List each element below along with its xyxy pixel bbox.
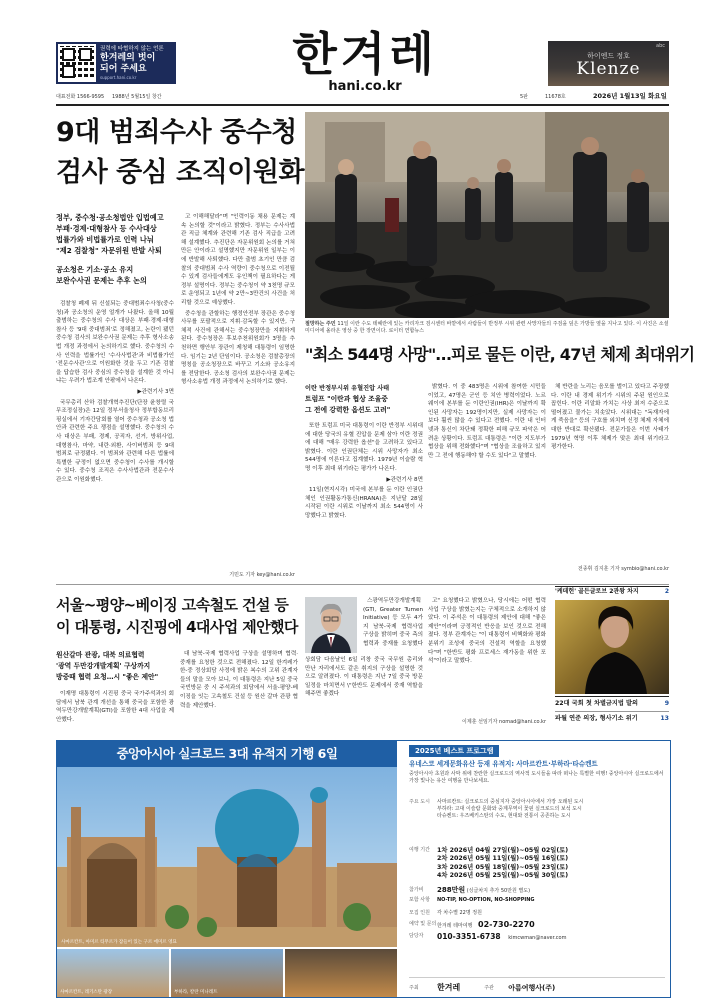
silk-contact: 한겨레 테마여행 [437,923,473,930]
lead-sub-3: 법률가와 비법률가로 인력 나눠 [56,235,154,244]
promo-line1: 권력에 타협하지 않는 언론 [100,46,164,52]
silk-main-2: 부하라: 고대 이슬람 문화와 중계무역이 꽃핀 실크로드의 보석 도시 [437,806,582,813]
lead-col1-ref[interactable]: ▶관련기사 3면 [137,388,174,395]
lead-sub-2: 부패·경제·대형참사 등 수사대상 [56,224,157,233]
silk-cap-3: 부하라, 칼란 미나레트 [174,990,218,995]
side-item-3[interactable] [555,711,669,726]
silk-price-row [409,887,665,895]
silk-org-row [409,910,665,917]
lead-col1-text: 검찰청 폐제 뒤 신설되는 중대범죄수사청(중수청)과 공소청의 운영 얼개가 나왔다. 올해 10월 출범하는 중수청의 수사 대상은 부패·경제·대형참사 등 '9대 중대범죄'로 정해졌고, 논란이 됐던 중수청 검사의 보완수사권 문제는 추후 형사소송법 개정 과정에서 논의하기로 했다. 중수청의 수사 인력을 법률가인 '수사사법관'과 비법률가인 '전문수사관'으로 이원화한 것을 두고 기존 검찰을 답습한 검사 중심의 중수청을 설계한 것 아니냐는 우려가 법조계 안팎에서 나온다. [56,301,174,385]
iran-col1-text: 또한 트럼프 미국 대통령이 이란 반정부 시위대에 대한 당국의 유혈 진압을 문제 삼아 이란 정권에 대해 "매우 강력한 옵션"을 고려하고 있다고 밝혔다. 이란 인권단체는 시위 사망자가 최소 544명에 이른다고 집계했다. 1979년 이슬람 혁명 이후 최대 위기라는 평가가 나온다. [305,423,423,472]
iran-column-2 [428,383,546,573]
rail-column-4 [428,597,546,715]
lead-column-2 [181,213,295,570]
edition: 5판 [520,94,529,100]
ad-brand: Klenze [576,59,641,79]
masthead-logo [270,28,460,94]
silk-phone-2[interactable]: 010-3351-6738 [437,932,501,942]
photo1-caption-text: 11일 이란 수도 테헤란에 있는 카리자크 검시센터 바깥에서 사람들이 반정부 시위 관련 사망자들의 주검을 덮은 가방들 옆을 지나고 있다. 이 사진은 소셜미디어에 올라온 영상 중 한 장면이다. [305,321,669,334]
rail-sub-2: '광역 두만강개발계획' 구상까지 [56,662,151,670]
photo1-caption [305,321,669,335]
newspaper-logo: 한겨레 [292,27,438,81]
silk-footer [409,977,665,993]
side-page-1: 2 [664,588,669,595]
iran-byline: 전종휘 김지훈 기자 symbio@hani.co.kr [577,566,669,572]
rep-phone: 대표전화 1566-9595 [56,94,105,100]
masthead-rule [56,104,669,106]
rail-column-3 [363,597,423,649]
promo-line2: 한겨레의 벗이 [100,53,156,63]
ad-tag: abc [656,43,665,49]
silk-date-4: 4차 2026년 05월 25일(월)~05월 30일(토) [437,872,569,880]
rail-col3-text: 스광역두만강개발계획(GTI, Greater Tumen Initiative) 등 모두 4가지 남북-국제 협력사업 구상을 밝히며 중국 측의 협력과 중재를 요청했다 [363,598,423,647]
side-title-3: 파월 연준 의장, 형사기소 위기 [555,715,638,722]
iran-column-1 [305,422,423,574]
president-photo[interactable] [305,597,357,653]
photo1-credit: 로이터 연합뉴스 [388,328,424,334]
side-item-2[interactable] [555,696,669,711]
lead-sub-5: 공소청은 기소·공소 유지 [56,265,134,274]
silk-label-dates: 여행 기간 [409,846,430,853]
silk-label-price: 참가비 [409,886,424,893]
ad-badge: 하이엔드 정호 [587,52,630,60]
photo1-caption-label: 절망하는 주민 [305,321,336,327]
silk-label-main: 주요 도시 [409,799,430,805]
silk-phone-row [409,933,665,942]
silk-road-ad[interactable] [56,740,671,998]
iran-subheads [305,383,423,416]
rail-headline-2: 이 대통령, 시진핑에 4대사업 제안했다 [56,618,298,636]
silk-photo-3 [171,949,283,997]
rail-col1-text: 이재명 대통령이 시진핑 중국 국가주석과의 회담에서 남북 관계 개선을 통해 중국을 포함한 광역두만강개발계획(GTI)을 포함한 4대 사업을 제안했다. [56,691,174,723]
rail-sub-1: 원산갈마 관광, 대북 의료협력 [56,651,145,659]
iran-photo-scene [305,112,669,318]
silk-main-row [409,799,665,821]
lead-col1b-text: 국무총리 산하 검찰개혁추진단(단장 윤창렬 국무조정실장)은 12일 정부서울청사 정부합동브리핑실에서 기자간담회를 열어 중수청과 공소청 법안과 관련한 주요 쟁점을 설명했다. 중수청의 수사 대상은 부패, 경제, 공직자, 선거, 방위사업, 대형참사, 마약, 내란·외환, 사이버범죄 등 9대 범죄로 규정됐다. 이 범죄와 관련해 다른 법률에 특별한 규정이 없으면 중수청이 수사를 개시할 수 있다. 중수청 조직은 수사사법관과 전문수사관으로 이원화했다. [56,399,174,483]
promo-box[interactable] [56,42,176,84]
iran-column-3 [551,383,669,561]
silk-main-3: 타슈켄트: 우즈베키스탄의 수도, 현대와 전통이 공존하는 도시 [437,813,571,820]
iran-sub-1: 이란 반정부시위 유혈진압 사태 [305,385,390,392]
issue-number: 11678호 [545,94,566,100]
iran-col3-text: 체 반란을 노리는 음모를 벌이고 있다고 주장했다. 이란 내 경제 위기가 시위의 주된 원인으로 꼽힌다. 이란 리알화 가치는 사상 최저 수준으로 떨어졌고 물가는 치솟았다. 시위대는 "독재자에게 죽음을" 등의 구호를 외치며 신정 체제 자체에 대한 반대로 확산됐다. 전문가들은 이번 사태가 1979년 혁명 이후 체제가 맞은 최대 위기라고 평가한다. [551,384,669,451]
president-photo-figure [305,597,357,653]
silk-title: 중앙아시아 실크로드 3대 유적지 기행 6일 [116,746,338,761]
iran-col1b-text: 11일(현지시각) 미국에 본부를 둔 이란 인권단체인 인권활동가통신(HRANA)은 지난달 28일 시작된 이란 시위로 이날까지 최소 544명이 사망했다고 밝혔다. [305,487,423,519]
qr-code-icon [60,46,94,80]
silk-tag: 2025년 베스트 프로그램 [409,745,499,757]
site-url[interactable]: hani.co.kr [328,79,402,94]
silk-label-phone: 담당자 [409,933,424,940]
rail-col3b-text: 상회담 다음날인 6일 리창 중국 국무원 총리와 만난 자리에서도 같은 취지의 구상을 설명한 것으로 알려졌다. 이 대통령은 지난 7일 중국 방문 일정을 마치면서 \"한반도 문제에서 중재 역할을 해주면 좋겠다 [305,657,423,698]
side-photo-1 [555,600,669,694]
section-divider [56,584,669,585]
iran-col2-text: 밝혔다. 이 중 483명은 시위에 참여한 시민들이었고, 47명은 군인 등 치안 병력이었다. 노르웨이에 본부를 둔 이란인권(IHR)은 이날까지 확인된 사망자는 192명이지만, 실제 사망자는 이보다 훨씬 많을 수 있다고 전했다. 이란 내 인터넷과 통신이 차단돼 정확한 피해 규모 파악은 어려운 상황이다. 트럼프 대통령은 "이란 지도부가 협상을 위해 전화했다"며 "협상을 조율하고 있지만 그 전에 행동해야 할 수도 있다"고 말했다. [428,384,546,459]
silk-price-note: (싱글차지 추가 50만원 별도) [466,887,531,894]
silk-email[interactable]: kimcwman@naver.com [508,935,567,942]
rail-subheads [56,650,174,683]
lead-headline-2: 검사 중심 조직이원화 [56,157,305,188]
silk-label-host: 주최 [409,985,419,991]
singer-figure [555,600,669,694]
silk-contact-row [409,921,665,930]
silk-desc: 중앙아시아 초원과 사막 위에 찬란한 실크로드의 역사적 도시들을 따라 떠나는 특별한 여행! 중앙아시아 실크로드에서 가장 빛나는 유산 여행을 만나보세요. [409,771,664,785]
silk-main-1: 사마르칸트: 실크로드의 중심지자 중앙아시아에서 가장 오래된 도시 [437,799,584,805]
side-page-3: 13 [660,715,669,722]
rail-column-2 [180,650,298,728]
iran-sub-3: 그 전에 강력한 옵션도 고려" [305,406,391,414]
rail-col2-text: 대 남북-국제 협력사업 구상을 설명하며 협력·중재를 요청한 것으로 전해졌다. 12일 한겨레가 한-중 정상회담 사정에 밝은 복수의 고위 관계자들의 말을 모아 보니, 이 대통령은 지난 5일 중국 국빈방문 중 시 주석과의 회담에서 서울-평양-베이징을 잇는 고속철도 건설 등 원산 갈마 관광 협력을 제안했다. [180,651,298,709]
silk-subtitle: 유네스코 세계문화유산 등재 유적지: 사마르칸트·부하라·타슈켄트 [409,760,598,768]
side-page-2: 9 [664,700,669,707]
lead-column-1 [56,300,174,582]
iran-headline: "최소 544명 사망"…피로 물든 이란, 47년 체제 최대위기 [305,345,695,364]
lead-sub-6: 보완수사권 문제는 추후 논의 [56,276,147,285]
rail-column-1 [56,690,174,726]
silk-photo-main [57,767,397,947]
silk-price: 288만원 [437,885,466,894]
iran-sub-2: 트럼프 "이란과 협상 조율중 [305,395,388,403]
silk-label-org: 모집 인원 [409,910,430,917]
iran-col1-ref[interactable]: ▶관련기사 8면 [386,476,423,483]
rail-col4-text: 고" 요청했다고 밝혔으나, 당시에는 어떤 협력사업 구상을 밝혔는지는 구체적으로 소개하지 않았다. 이 주석은 이 대통령의 제안에 대해 "좋은 제안"이라며 긍정적인 반응을 보인 것으로 전해졌다. 정부 관계자는 "이 대통령이 비핵화와 평화 분위기 조성에 중국의 건설적 역할을 요청했다"며 "한반도 평화 프로세스 재가동을 위한 포석"이라고 말했다. [428,598,546,665]
silk-incl-row [409,897,665,904]
silk-host: 한겨레 [437,983,461,992]
silk-org: 각 차수별 22명 정원 [437,910,482,917]
silk-cap-2: 사마르칸트, 레기스탄 광장 [60,990,113,995]
founded: 1988년 5월15일 창간 [112,94,162,100]
lead-col2-text: 고 이해해달라"며 "인력이동 채용 문제는 계속 논의할 것"이라고 밝혔다. 정부는 수사사법관 직급 체계와 관련해 기존 검사 직급을 고려해 설계했다. 추진단은 자문위원회 논의를 거쳐 만든 안이라고 설명했지만 자문위원 일부는 이에 반발해 사퇴했다. 다만 출범 초기인 만큼 검찰의 중대범죄 수사 역량이 중수청으로 이전될 수 있게 검사들에게도 유인책이 필요하다는 게 정부 설명이다. 정부는 중수청이 약 3천명 규모로 운영되고 1년에 약 2만~3만건의 사건을 처리할 것으로 예상했다. [181,214,295,306]
lead-subheads [56,212,178,286]
side-item-1[interactable] [555,586,669,697]
silk-photo-4 [285,949,397,997]
rail-sub-3: 방중때 협력 요청…시 "좋은 제안" [56,673,159,681]
silk-title-bar [57,741,397,767]
iran-photo[interactable] [305,112,669,318]
lead-sub-1: 정부, 중수청·공소청법안 입법예고 [56,213,164,222]
silk-cap-1: 사마르칸트, 아미르 티무르가 잠들어 있는 구르 에미르 영묘 [61,940,177,945]
silk-label-contact: 예약 및 문의 [409,921,437,928]
side-title-2: 22대 국회 첫 차별금지법 발의 [555,700,638,707]
silk-photo-2 [57,949,169,997]
silk-dates-row [409,847,665,881]
silk-date-2: 2차 2026년 05월 11일(월)~05월 16일(토) [437,855,569,863]
lead-col2b-text: 중수청을 관할하는 행정안전부 장관은 중수청 사무를 포괄적으로 지휘·감독할 수 있지만, 구체적 사건에 관해서는 중수청장만을 지휘하게 된다. 중수청장은 후보추천위원회가 3명을 추천하면 행안부 장관이 제청해 대통령이 임명한다. 임기는 2년 단임이다. 공소청은 검찰총장의 명칭을 공소청장으로 바꾸고 기소와 공소유지를 전담한다. 공소청 검사의 보완수사권 문제는 형사소송법 개정 과정에서 논의하기로 했다. [181,310,295,386]
klenze-ad[interactable] [548,41,669,86]
silk-phone-1[interactable]: 02-730-2270 [478,920,535,930]
silk-label-partner: 주관 [484,985,494,991]
silk-incl: NO-TIP, NO-OPTION, NO-SHOPPING [437,896,535,903]
silk-label-incl: 포함 사항 [409,896,430,903]
lead-headline-1: 9대 범죄수사 중수청 [56,117,297,148]
silk-partner: 아름여행사(주) [508,983,556,992]
samarkand-illustration [57,767,397,947]
silk-date-1: 1차 2026년 04월 27일(월)~05월 02일(토) [437,846,569,854]
promo-url: support.hani.co.kr [100,75,137,80]
rail-headline-1: 서울~평양~베이징 고속철도 건설 등 [56,596,289,614]
lead-sub-4: "제2 검찰청" 자문위원 반발 사퇴 [56,246,162,255]
promo-line3: 되어 주세요 [100,64,147,74]
rail-byline: 이제훈 선임기자 nomad@hani.co.kr [462,719,546,725]
date: 2026년 1월13일 화요일 [593,92,667,100]
lead-byline: 기민도 기자 key@hani.co.kr [229,572,295,578]
side-title-1: '케데헌' 골든글로브 2관왕 차지 [555,588,639,595]
rail-column-3b [305,656,423,728]
silk-date-3: 3차 2026년 05월 18일(월)~05월 23일(토) [437,863,569,871]
